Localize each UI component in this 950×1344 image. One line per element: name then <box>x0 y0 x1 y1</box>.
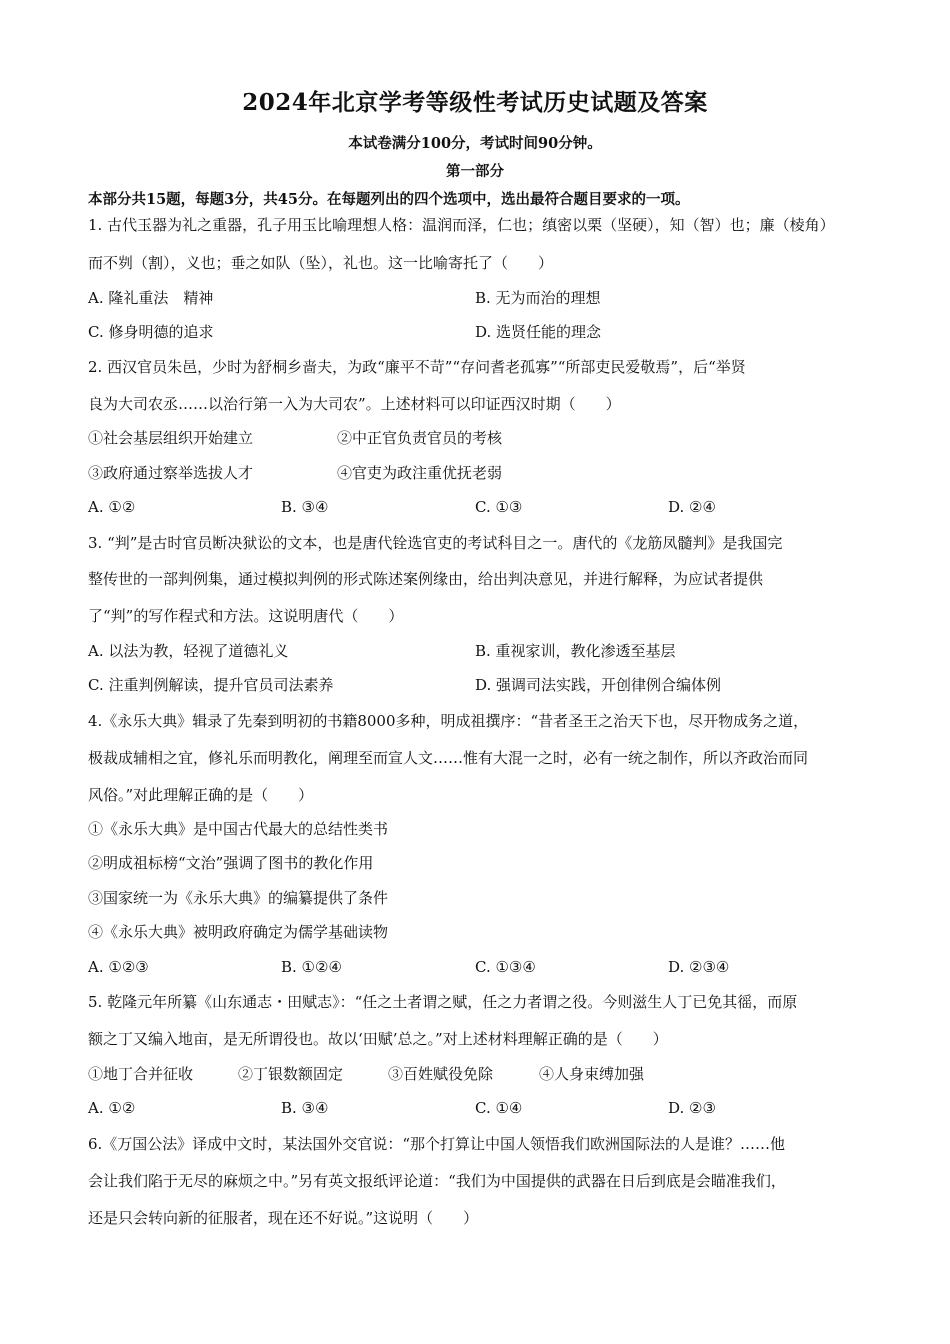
q4-item-2: ②明成祖标榜“文治”强调了图书的教化作用 <box>88 854 374 872</box>
q3-stem-line: 3. “判”是古时官员断决狱讼的文本，也是唐代铨选官吏的考试科目之一。唐代的《龙筋凤髓判》是我国完 <box>88 534 783 552</box>
q5-stem-line: 5. 乾隆元年所纂《山东通志・田赋志》：“任之土者谓之赋，任之力者谓之役。今则滋生人丁已免其徭，而原 <box>88 993 798 1011</box>
q6-stem-line: 6.《万国公法》译成中文时，某法国外交官说：“那个打算让中国人领悟我们欧洲国际法的人是谁？……他 <box>88 1135 785 1153</box>
q5-option-c: C. ①④ <box>475 1099 523 1117</box>
q1-option-b: B. 无为而治的理想 <box>475 289 601 307</box>
q1-option-a: A. 隆礼重法 精神 <box>88 289 214 307</box>
q4-option-c: C. ①③④ <box>475 958 536 976</box>
q4-stem-line: 极裁成辅相之宜，修礼乐而明教化，阐理至而宣人文……惟有大混一之时，必有一统之制作，所以齐政治而同 <box>88 749 809 767</box>
q4-option-a: A. ①②③ <box>88 958 149 976</box>
q2-item-1: ①社会基层组织开始建立 <box>88 429 254 447</box>
q2-option-d: D. ②④ <box>668 498 716 516</box>
q6-stem-line: 还是只会转向新的征服者，现在还不好说。”这说明（ ） <box>88 1209 479 1227</box>
q3-stem-line: 了“判”的写作程式和方法。这说明唐代（ ） <box>88 607 404 625</box>
q4-item-4: ④《永乐大典》被明政府确定为儒学基础读物 <box>88 923 389 941</box>
q4-option-d: D. ②③④ <box>668 958 730 976</box>
q4-item-1: ①《永乐大典》是中国古代最大的总结性类书 <box>88 820 389 838</box>
q5-option-d: D. ②③ <box>668 1099 716 1117</box>
part-heading: 第一部分 <box>446 163 504 180</box>
q6-stem-line: 会让我们陷于无尽的麻烦之中。”另有英文报纸评论道：“我们为中国提供的武器在日后到底是会瞄准我们， <box>88 1172 786 1190</box>
q1-stem-line: 而不刿（割），义也；垂之如队（坠），礼也。这一比喻寄托了（ ） <box>88 254 554 272</box>
q5-item-1: ①地丁合并征收 <box>88 1065 194 1083</box>
q4-stem-line: 风俗。”对此理解正确的是（ ） <box>88 786 314 804</box>
q3-stem-line: 整传世的一部判例集，通过模拟判例的形式陈述案例缘由，给出判决意见，并进行解释，为应试者提供 <box>88 570 764 588</box>
q3-option-b: B. 重视家训，教化渗透至基层 <box>475 642 676 660</box>
q4-item-3: ③国家统一为《永乐大典》的编纂提供了条件 <box>88 889 389 907</box>
q5-option-b: B. ③④ <box>281 1099 329 1117</box>
q2-item-3: ③政府通过察举选拔人才 <box>88 464 254 482</box>
q3-option-a: A. 以法为教，轻视了道德礼义 <box>88 642 289 660</box>
q3-option-d: D. 强调司法实践，开创律例合编体例 <box>475 676 722 694</box>
q2-option-c: C. ①③ <box>475 498 523 516</box>
q4-stem-line: 4.《永乐大典》辑录了先秦到明初的书籍8000多种，明成祖撰序：“昔者圣王之治天下也，尽开物成务之道， <box>88 712 809 730</box>
exam-subtitle: 本试卷满分100分，考试时间90分钟。 <box>348 135 602 152</box>
q3-option-c: C. 注重判例解读，提升官员司法素养 <box>88 676 334 694</box>
q2-option-b: B. ③④ <box>281 498 329 516</box>
q1-stem-line: 1. 古代玉器为礼之重器，孔子用玉比喻理想人格：温润而泽，仁也；缜密以栗（坚硬），知（智）也；廉（棱角） <box>88 216 835 234</box>
q2-stem-line: 2. 西汉官员朱邑，少时为舒桐乡啬夫，为政“廉平不苛”“存问耆老孤寡”“所部吏民爱敬焉”，后“举贤 <box>88 358 746 376</box>
q2-option-a: A. ①② <box>88 498 136 516</box>
q1-option-c: C. 修身明德的追求 <box>88 323 214 341</box>
q1-option-d: D. 选贤任能的理念 <box>475 323 602 341</box>
q5-stem-line: 额之丁又编入地亩，是无所谓役也。故以‘田赋’总之。”对上述材料理解正确的是（ ） <box>88 1030 668 1048</box>
q5-item-2: ②丁银数额固定 <box>238 1065 344 1083</box>
q2-item-2: ②中正官负责官员的考核 <box>337 429 503 447</box>
q4-option-b: B. ①②④ <box>281 958 342 976</box>
q2-stem-line: 良为大司农丞……以治行第一入为大司农”。上述材料可以印证西汉时期（ ） <box>88 395 621 413</box>
q2-item-4: ④官吏为政注重优抚老弱 <box>337 464 503 482</box>
q5-item-4: ④人身束缚加强 <box>539 1065 645 1083</box>
q5-option-a: A. ①② <box>88 1099 136 1117</box>
part-instructions: 本部分共15题，每题3分，共45分。在每题列出的四个选项中，选出最符合题目要求的一项。 <box>88 191 690 208</box>
page-title: 2024年北京学考等级性考试历史试题及答案 <box>242 89 708 116</box>
q5-item-3: ③百姓赋役免除 <box>388 1065 494 1083</box>
